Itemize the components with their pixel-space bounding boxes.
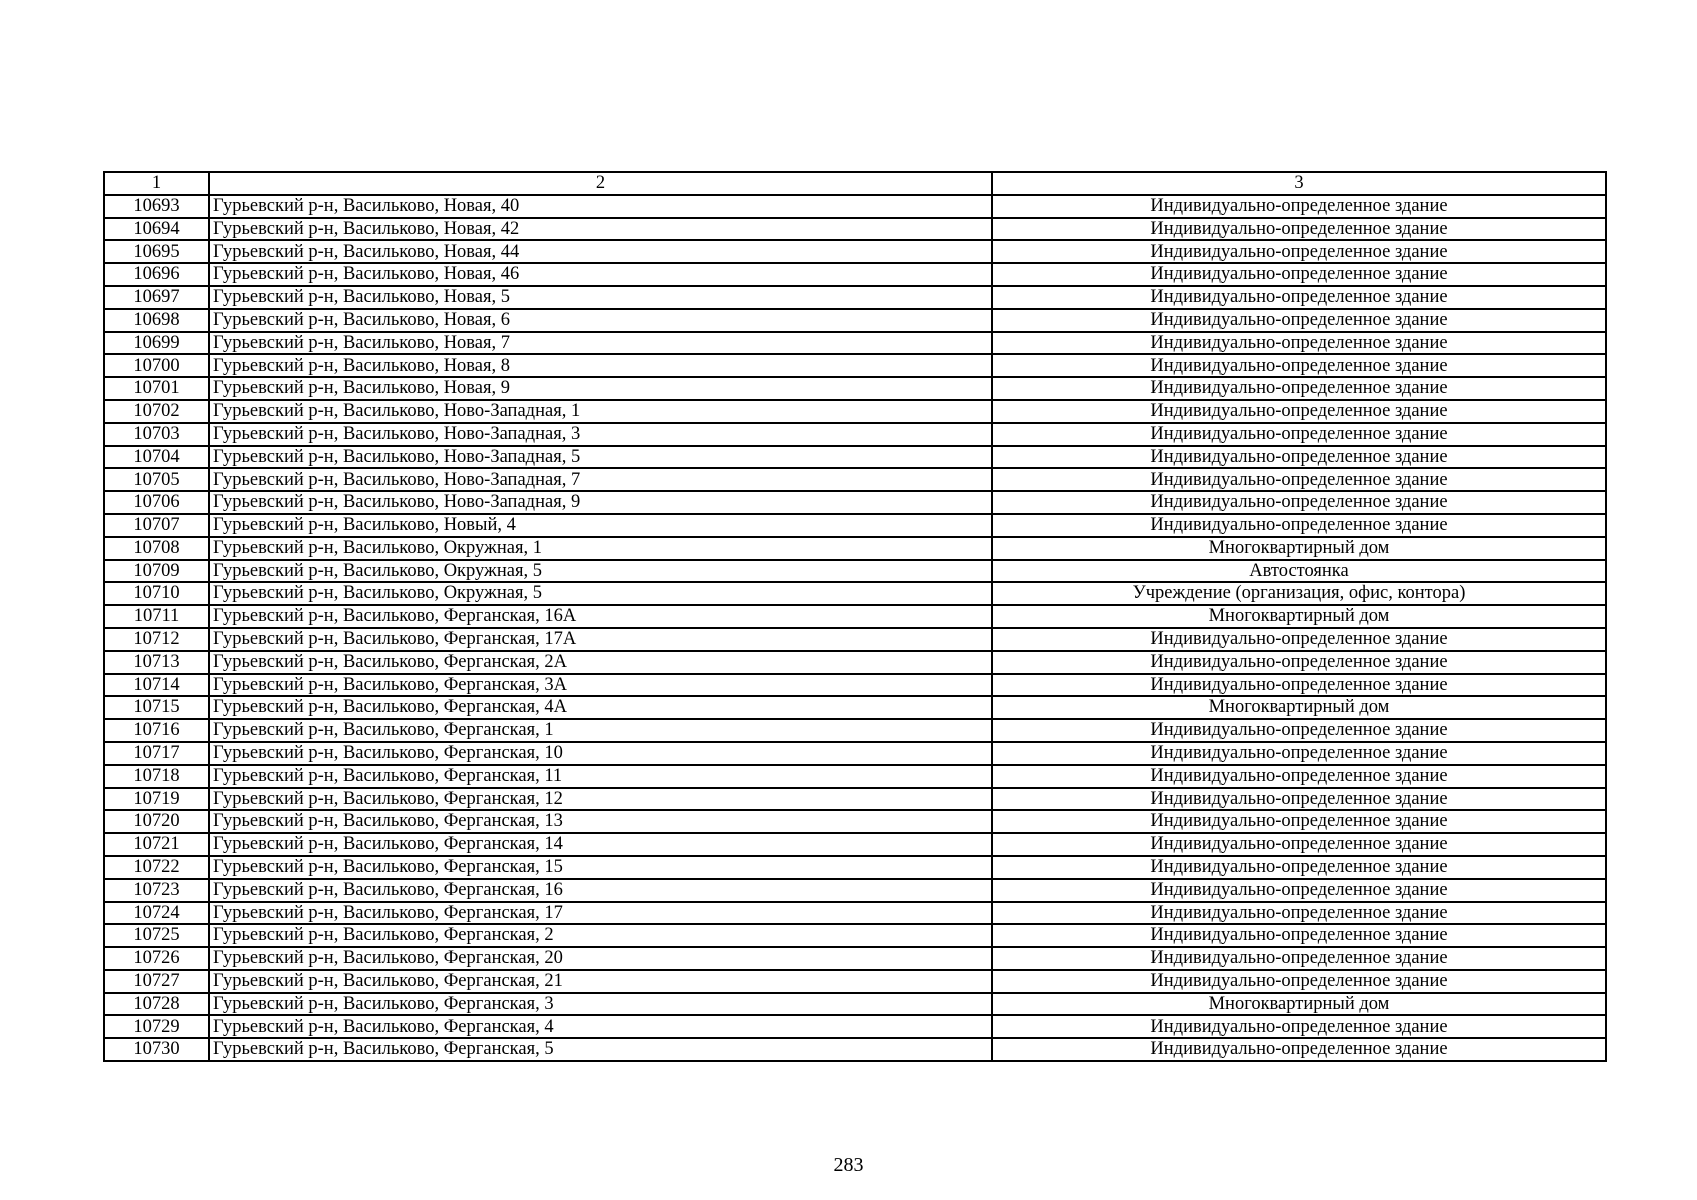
object-type-cell: Индивидуально-определенное здание: [992, 810, 1606, 833]
object-type-cell: Индивидуально-определенное здание: [992, 263, 1606, 286]
table-row: [104, 332, 1606, 355]
table-row: [104, 400, 1606, 423]
table-row: [104, 263, 1606, 286]
table-row: [104, 833, 1606, 856]
object-type-cell: Индивидуально-определенное здание: [992, 354, 1606, 377]
address-cell: Гурьевский р-н, Васильково, Ферганская, 17: [209, 902, 992, 925]
address-cell: Гурьевский р-н, Васильково, Окружная, 5: [209, 582, 992, 605]
address-cell: Гурьевский р-н, Васильково, Ферганская, 15: [209, 856, 992, 879]
address-cell: Гурьевский р-н, Васильково, Новый, 4: [209, 514, 992, 537]
object-type-cell: Индивидуально-определенное здание: [992, 446, 1606, 469]
table-row: [104, 902, 1606, 925]
address-cell: Гурьевский р-н, Васильково, Новая, 8: [209, 354, 992, 377]
object-type-cell: Многоквартирный дом: [992, 605, 1606, 628]
row-number-cell: 10709: [104, 560, 209, 583]
row-number-cell: 10699: [104, 332, 209, 355]
row-number-cell: 10713: [104, 651, 209, 674]
address-cell: Гурьевский р-н, Васильково, Ново-Западная, 7: [209, 468, 992, 491]
row-number-cell: 10711: [104, 605, 209, 628]
row-number-cell: 10705: [104, 468, 209, 491]
row-number-cell: 10703: [104, 423, 209, 446]
table-row: [104, 1038, 1606, 1061]
row-number-cell: 10707: [104, 514, 209, 537]
object-type-cell: Многоквартирный дом: [992, 696, 1606, 719]
address-cell: Гурьевский р-н, Васильково, Ново-Западная, 1: [209, 400, 992, 423]
row-number-cell: 10726: [104, 947, 209, 970]
table-row: [104, 468, 1606, 491]
address-cell: Гурьевский р-н, Васильково, Ферганская, 1: [209, 719, 992, 742]
object-type-cell: Автостоянка: [992, 560, 1606, 583]
row-number-cell: 10701: [104, 377, 209, 400]
row-number-cell: 10724: [104, 902, 209, 925]
address-cell: Гурьевский р-н, Васильково, Ферганская, 2: [209, 924, 992, 947]
address-cell: Гурьевский р-н, Васильково, Ново-Западная, 9: [209, 491, 992, 514]
row-number-cell: 10730: [104, 1038, 209, 1061]
row-number-cell: 10719: [104, 788, 209, 811]
table-row: [104, 765, 1606, 788]
address-cell: Гурьевский р-н, Васильково, Новая, 44: [209, 240, 992, 263]
object-type-cell: Индивидуально-определенное здание: [992, 400, 1606, 423]
address-cell: Гурьевский р-н, Васильково, Ферганская, 17А: [209, 628, 992, 651]
row-number-cell: 10721: [104, 833, 209, 856]
table-row: [104, 286, 1606, 309]
address-cell: Гурьевский р-н, Васильково, Ферганская, 4А: [209, 696, 992, 719]
address-cell: Гурьевский р-н, Васильково, Ферганская, 4: [209, 1015, 992, 1038]
table-row: [104, 947, 1606, 970]
address-cell: Гурьевский р-н, Васильково, Ферганская, 2А: [209, 651, 992, 674]
address-cell: Гурьевский р-н, Васильково, Новая, 46: [209, 263, 992, 286]
table-row: [104, 696, 1606, 719]
object-type-cell: Индивидуально-определенное здание: [992, 1038, 1606, 1061]
object-type-cell: Учреждение (организация, офис, контора): [992, 582, 1606, 605]
table-body: [104, 195, 1606, 1061]
table-row: [104, 537, 1606, 560]
object-type-cell: Индивидуально-определенное здание: [992, 1015, 1606, 1038]
header-col-2: 2: [209, 172, 992, 195]
row-number-cell: 10723: [104, 879, 209, 902]
table-row: [104, 879, 1606, 902]
address-cell: Гурьевский р-н, Васильково, Ферганская, 21: [209, 970, 992, 993]
row-number-cell: 10717: [104, 742, 209, 765]
row-number-cell: 10722: [104, 856, 209, 879]
object-type-cell: Индивидуально-определенное здание: [992, 856, 1606, 879]
table-row: [104, 1015, 1606, 1038]
object-type-cell: Индивидуально-определенное здание: [992, 719, 1606, 742]
object-type-cell: Индивидуально-определенное здание: [992, 674, 1606, 697]
table-row: [104, 514, 1606, 537]
registry-table: [103, 171, 1607, 1062]
address-cell: Гурьевский р-н, Васильково, Ферганская, 3: [209, 993, 992, 1016]
row-number-cell: 10700: [104, 354, 209, 377]
table-row: [104, 423, 1606, 446]
row-number-cell: 10696: [104, 263, 209, 286]
table-row: [104, 674, 1606, 697]
object-type-cell: Многоквартирный дом: [992, 537, 1606, 560]
row-number-cell: 10727: [104, 970, 209, 993]
object-type-cell: Индивидуально-определенное здание: [992, 423, 1606, 446]
table-row: [104, 560, 1606, 583]
address-cell: Гурьевский р-н, Васильково, Новая, 42: [209, 218, 992, 241]
table-row: [104, 788, 1606, 811]
header-col-3: 3: [992, 172, 1606, 195]
address-cell: Гурьевский р-н, Васильково, Ново-Западная, 5: [209, 446, 992, 469]
object-type-cell: Индивидуально-определенное здание: [992, 514, 1606, 537]
address-cell: Гурьевский р-н, Васильково, Ферганская, 16А: [209, 605, 992, 628]
row-number-cell: 10716: [104, 719, 209, 742]
address-cell: Гурьевский р-н, Васильково, Ферганская, 12: [209, 788, 992, 811]
table-row: [104, 240, 1606, 263]
address-cell: Гурьевский р-н, Васильково, Ферганская, 10: [209, 742, 992, 765]
row-number-cell: 10710: [104, 582, 209, 605]
row-number-cell: 10720: [104, 810, 209, 833]
row-number-cell: 10712: [104, 628, 209, 651]
address-cell: Гурьевский р-н, Васильково, Ферганская, 3А: [209, 674, 992, 697]
table-row: [104, 742, 1606, 765]
table-row: [104, 719, 1606, 742]
object-type-cell: Многоквартирный дом: [992, 993, 1606, 1016]
row-number-cell: 10729: [104, 1015, 209, 1038]
object-type-cell: Индивидуально-определенное здание: [992, 195, 1606, 218]
address-cell: Гурьевский р-н, Васильково, Новая, 7: [209, 332, 992, 355]
table-row: [104, 491, 1606, 514]
address-cell: Гурьевский р-н, Васильково, Ферганская, 20: [209, 947, 992, 970]
address-cell: Гурьевский р-н, Васильково, Новая, 9: [209, 377, 992, 400]
table-row: [104, 309, 1606, 332]
object-type-cell: Индивидуально-определенное здание: [992, 468, 1606, 491]
address-cell: Гурьевский р-н, Васильково, Ферганская, 16: [209, 879, 992, 902]
object-type-cell: Индивидуально-определенное здание: [992, 765, 1606, 788]
table-row: [104, 582, 1606, 605]
table-row: [104, 651, 1606, 674]
table-row: [104, 810, 1606, 833]
row-number-cell: 10714: [104, 674, 209, 697]
object-type-cell: Индивидуально-определенное здание: [992, 218, 1606, 241]
object-type-cell: Индивидуально-определенное здание: [992, 332, 1606, 355]
address-cell: Гурьевский р-н, Васильково, Ферганская, 11: [209, 765, 992, 788]
row-number-cell: 10715: [104, 696, 209, 719]
row-number-cell: 10706: [104, 491, 209, 514]
object-type-cell: Индивидуально-определенное здание: [992, 651, 1606, 674]
address-cell: Гурьевский р-н, Васильково, Новая, 40: [209, 195, 992, 218]
object-type-cell: Индивидуально-определенное здание: [992, 970, 1606, 993]
header-col-1: 1: [104, 172, 209, 195]
address-cell: Гурьевский р-н, Васильково, Новая, 6: [209, 309, 992, 332]
table-row: [104, 970, 1606, 993]
object-type-cell: Индивидуально-определенное здание: [992, 628, 1606, 651]
table-row: [104, 605, 1606, 628]
row-number-cell: 10718: [104, 765, 209, 788]
object-type-cell: Индивидуально-определенное здание: [992, 240, 1606, 263]
row-number-cell: 10695: [104, 240, 209, 263]
address-cell: Гурьевский р-н, Васильково, Ферганская, 14: [209, 833, 992, 856]
table-row: [104, 856, 1606, 879]
address-cell: Гурьевский р-н, Васильково, Ферганская, 5: [209, 1038, 992, 1061]
address-cell: Гурьевский р-н, Васильково, Ново-Западная, 3: [209, 423, 992, 446]
page-number: 283: [833, 1154, 864, 1176]
object-type-cell: Индивидуально-определенное здание: [992, 902, 1606, 925]
object-type-cell: Индивидуально-определенное здание: [992, 377, 1606, 400]
object-type-cell: Индивидуально-определенное здание: [992, 924, 1606, 947]
table-row: [104, 993, 1606, 1016]
object-type-cell: Индивидуально-определенное здание: [992, 491, 1606, 514]
table-header: [104, 172, 1606, 195]
object-type-cell: Индивидуально-определенное здание: [992, 833, 1606, 856]
row-number-cell: 10725: [104, 924, 209, 947]
row-number-cell: 10694: [104, 218, 209, 241]
table-row: [104, 218, 1606, 241]
row-number-cell: 10698: [104, 309, 209, 332]
address-cell: Гурьевский р-н, Васильково, Окружная, 5: [209, 560, 992, 583]
table-row: [104, 628, 1606, 651]
object-type-cell: Индивидуально-определенное здание: [992, 309, 1606, 332]
table-row: [104, 354, 1606, 377]
row-number-cell: 10704: [104, 446, 209, 469]
object-type-cell: Индивидуально-определенное здание: [992, 879, 1606, 902]
table-row: [104, 377, 1606, 400]
object-type-cell: Индивидуально-определенное здание: [992, 947, 1606, 970]
row-number-cell: 10697: [104, 286, 209, 309]
object-type-cell: Индивидуально-определенное здание: [992, 286, 1606, 309]
address-cell: Гурьевский р-н, Васильково, Ферганская, 13: [209, 810, 992, 833]
row-number-cell: 10702: [104, 400, 209, 423]
address-cell: Гурьевский р-н, Васильково, Новая, 5: [209, 286, 992, 309]
table-row: [104, 924, 1606, 947]
object-type-cell: Индивидуально-определенное здание: [992, 788, 1606, 811]
object-type-cell: Индивидуально-определенное здание: [992, 742, 1606, 765]
row-number-cell: 10728: [104, 993, 209, 1016]
row-number-cell: 10693: [104, 195, 209, 218]
header-row: [104, 172, 1606, 195]
table-row: [104, 446, 1606, 469]
table-row: [104, 195, 1606, 218]
address-cell: Гурьевский р-н, Васильково, Окружная, 1: [209, 537, 992, 560]
row-number-cell: 10708: [104, 537, 209, 560]
